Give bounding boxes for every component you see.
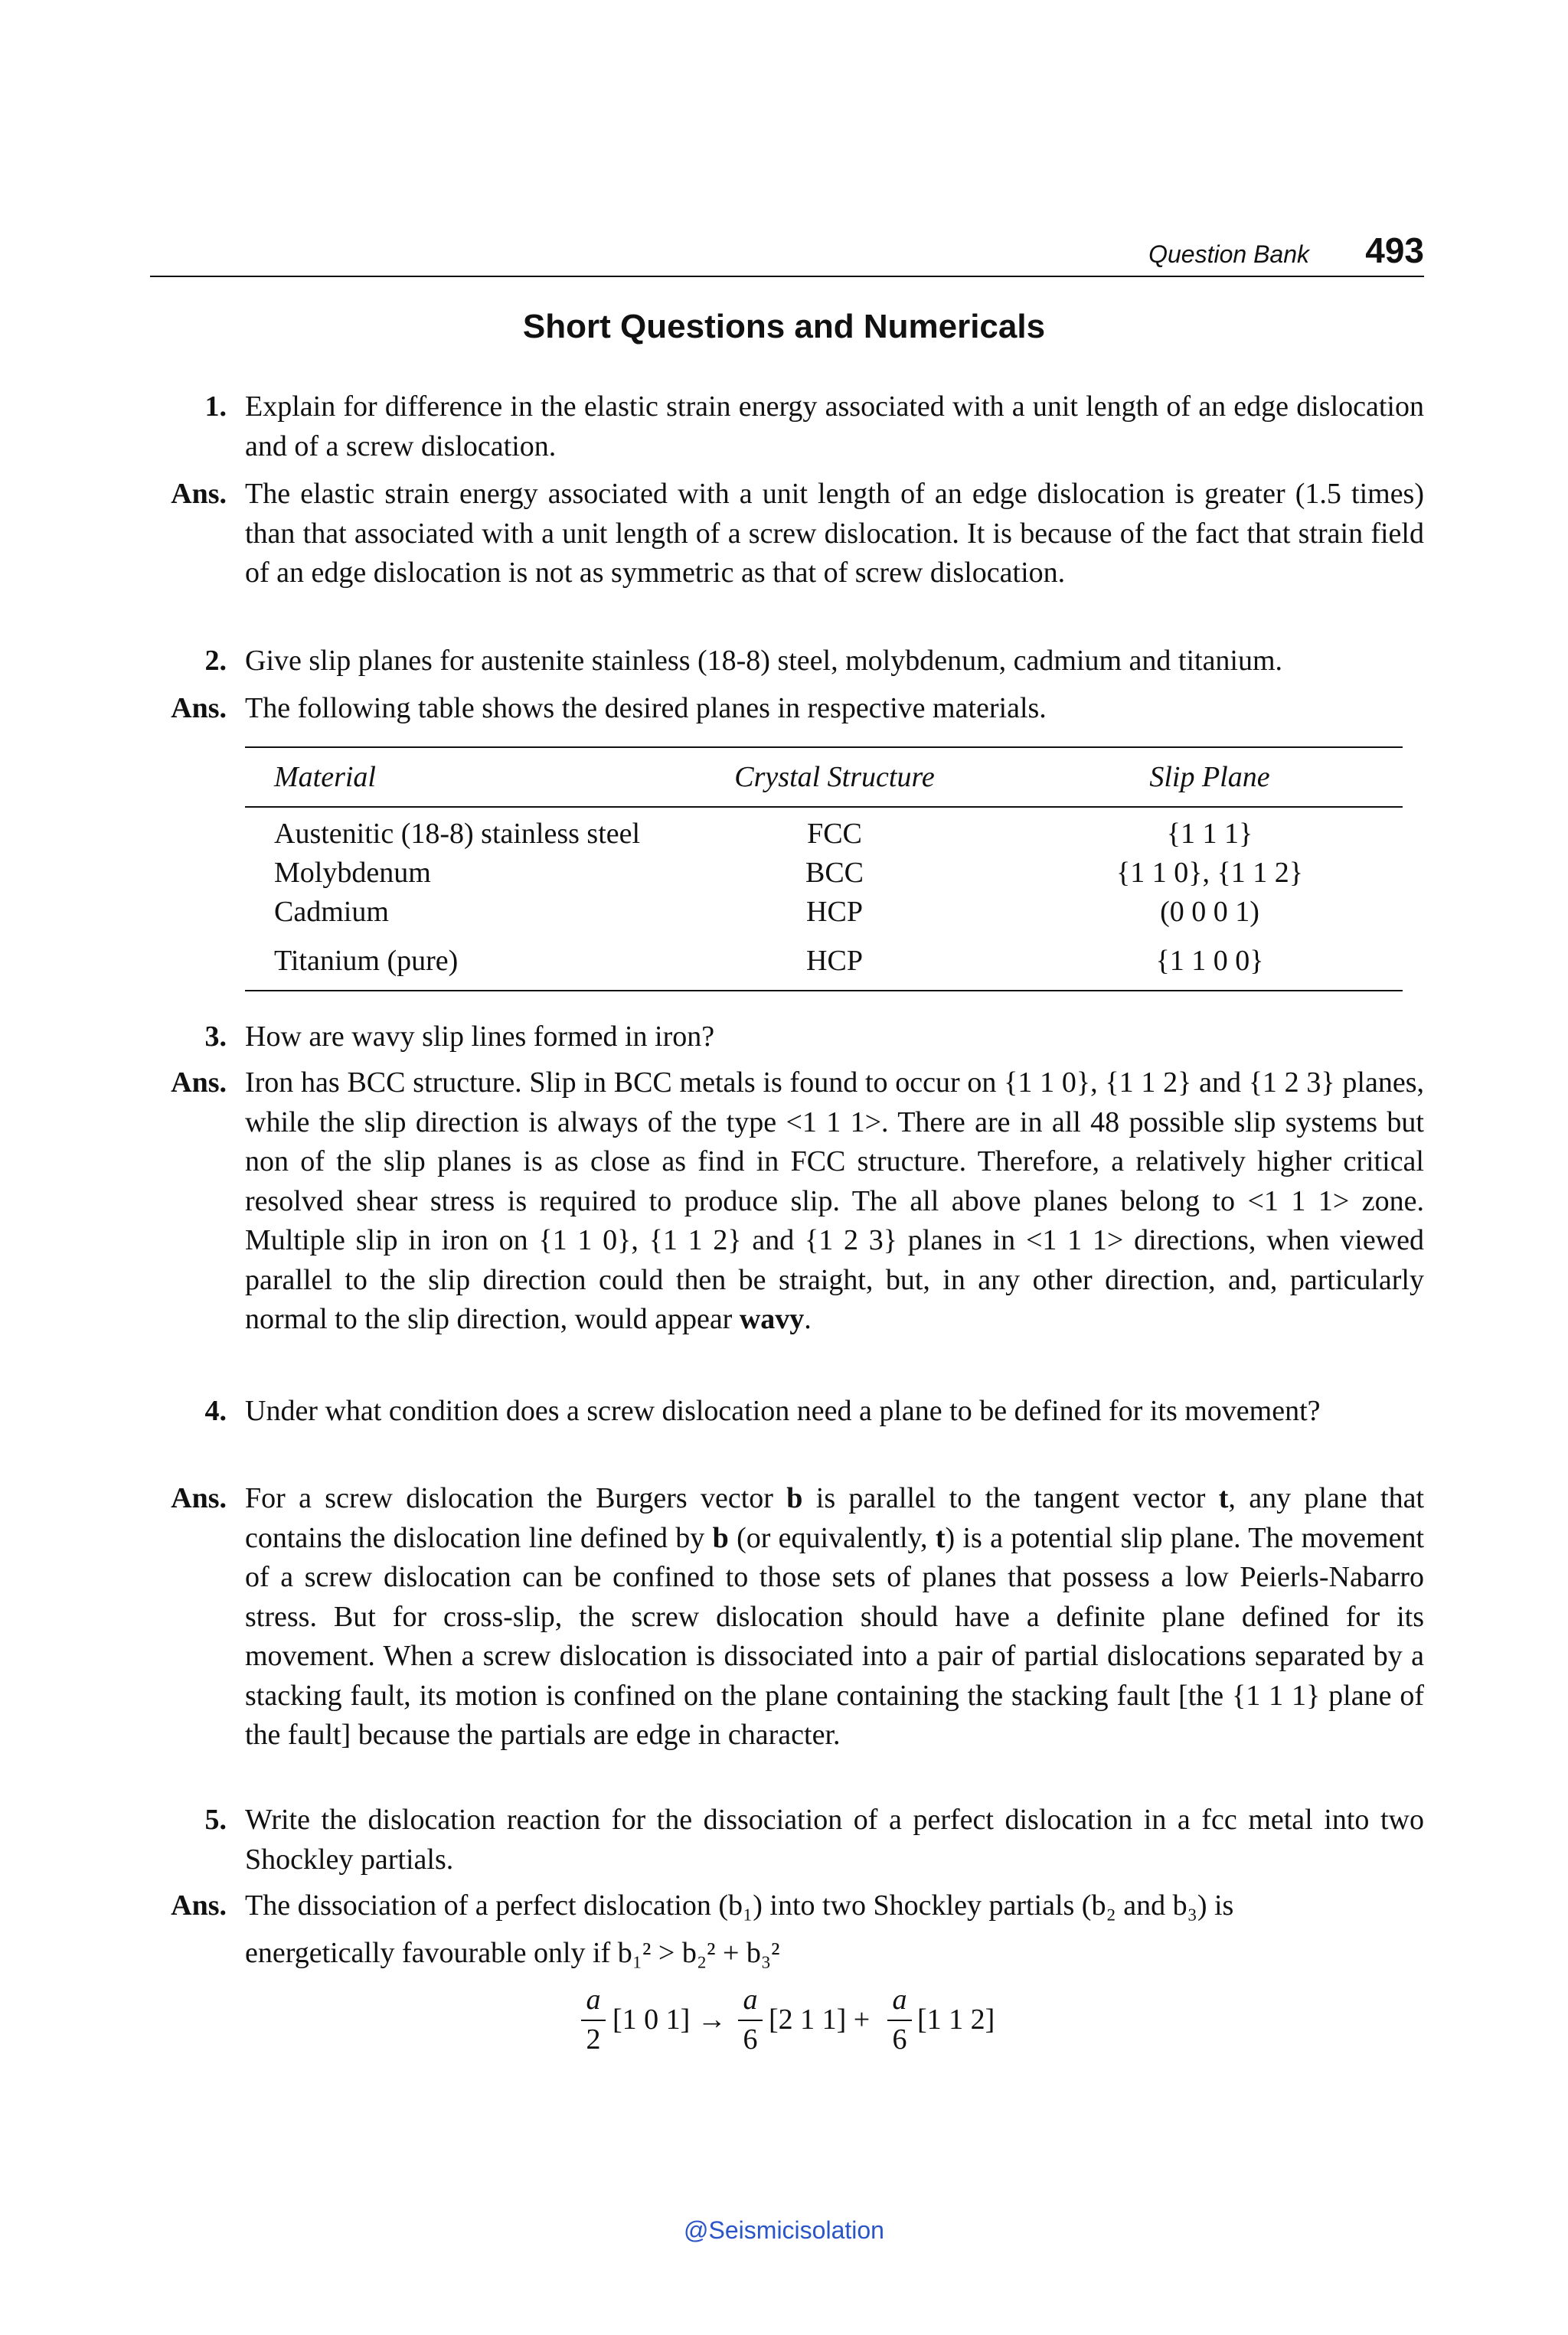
tangent-vector-symbol: t: [1218, 1482, 1229, 1514]
table-cell: Cadmium: [274, 896, 389, 928]
fraction-numerator: a: [586, 1984, 601, 2016]
answer-end: .: [804, 1303, 812, 1335]
answer-label: Ans.: [171, 692, 227, 724]
question-number: 1.: [204, 390, 227, 423]
question-number: 2.: [204, 645, 227, 677]
table-bottom-rule: [245, 990, 1403, 991]
answer-line-2: energetically favourable only if b₁² > b₂² + b₃²: [245, 1936, 780, 1969]
burgers-vector-symbol: b: [786, 1482, 803, 1514]
answer-3: [150, 1063, 1424, 1340]
fraction-denominator: 6: [892, 2023, 907, 2056]
answer-text: The elastic strain energy associated with a unit length of an edge dislocation is greater (1.5 times) than that associated with a unit length of a screw dislocation. It is because of the fact that strain field of an edge dislocation is not as symmetric as that of screw dislocation.: [245, 478, 1424, 589]
question-1: [150, 387, 1424, 466]
fraction-bar: [581, 2020, 606, 2021]
fraction-bar: [738, 2020, 763, 2021]
question-5: [150, 1801, 1424, 1879]
question-text: Under what condition does a screw dislocation need a plane to be defined for its movement?: [245, 1395, 1321, 1427]
answer-segment: ) is a potential slip plane. The movement of a screw dislocation can be confined to those sets of planes that possess a low Peierls-Nabarro stress. But for cross-slip, the screw dislocation should have a definite plane defined for its movement. When a screw dislocation is dissociated into a pair of partial dislocations separated by a stacking fault, its motion is confined on the plane containing the stacking fault [the {1 1 1} plane of the fault] because the partials are edge in character.: [245, 1521, 1425, 1751]
answer-segment: (or equivalently,: [737, 1521, 928, 1554]
table-header-crystal-structure: Crystal Structure: [734, 761, 935, 793]
question-number: 3.: [204, 1021, 227, 1053]
answer-text: [245, 1479, 1424, 1755]
answer-main: Iron has BCC structure. Slip in BCC metals is found to occur on {1 1 0}, {1 1 2} and {1 2 3} planes, while the slip direction is always of the type <1 1 1>. There are in all 48 possible slip systems but non of the slip planes is as close as find in FCC structure. Therefore, a relatively higher critical resolved shear stress is required to produce slip. The all above planes belong to <1 1 1> zone. Multiple slip in iron on {1 1 0}, {1 1 2} and {1 2 3} planes in <1 1 1> directions, when viewed parallel to the slip direction could then be straight, but, in any other direction, and, particularly normal to the slip direction, would appear: [245, 1066, 1424, 1335]
header-title: Question Bank: [1148, 240, 1309, 268]
question-text: Explain for difference in the elastic strain energy associated with a unit length of an edge dislocation and of a screw dislocation.: [245, 390, 1424, 462]
table-cell: {1 1 1}: [1166, 818, 1253, 850]
answer-text: The following table shows the desired planes in respective materials.: [245, 692, 1047, 724]
answer-5: [150, 1886, 1424, 1973]
table-cell: HCP: [806, 896, 863, 928]
table-cell: FCC: [807, 818, 862, 850]
answer-label: Ans.: [171, 1482, 227, 1514]
table-header-slip-plane: Slip Plane: [1149, 761, 1270, 793]
equation-term-3: [1 1 2]: [917, 2004, 995, 2036]
answer-2: [150, 689, 1424, 729]
answer-4: [150, 1479, 1424, 1755]
fraction-numerator: a: [743, 1984, 758, 2016]
running-header: [150, 230, 1424, 277]
table-header-material: Material: [274, 761, 376, 793]
tangent-vector-symbol: t: [935, 1521, 946, 1554]
burgers-vector-symbol: b: [712, 1521, 729, 1554]
answer-line-1: The dissociation of a perfect dislocation (b₁) into two Shockley partials (b₂ and b₃) is: [245, 1889, 1234, 1922]
answer-segment: is parallel to the tangent vector: [815, 1482, 1206, 1514]
answer-label: Ans.: [171, 478, 227, 510]
table-cell: {1 1 0}, {1 1 2}: [1116, 857, 1303, 889]
fraction-denominator: 6: [743, 2023, 758, 2056]
table-cell: {1 1 0 0}: [1155, 945, 1264, 977]
question-text: How are wavy slip lines formed in iron?: [245, 1021, 715, 1053]
question-4: [150, 1392, 1424, 1432]
equation-term-1: [1 0 1] →: [612, 2004, 727, 2036]
table-cell: Titanium (pure): [274, 945, 459, 977]
answer-emphasis: wavy: [739, 1303, 805, 1335]
dislocation-equation: [0, 1983, 1568, 2067]
table-cell: HCP: [806, 945, 863, 977]
question-number: 5.: [204, 1804, 227, 1836]
answer-text: [245, 1063, 1424, 1340]
question-number: 4.: [204, 1395, 227, 1427]
equation-term-2: [2 1 1] +: [769, 2004, 871, 2036]
table-cell: Austenitic (18-8) stainless steel: [274, 818, 641, 850]
fraction-denominator: 2: [586, 2023, 601, 2056]
question-3: [150, 1017, 1424, 1057]
section-title: Short Questions and Numericals: [522, 308, 1046, 345]
fraction-bar: [887, 2020, 912, 2021]
question-text: Write the dislocation reaction for the dissociation of a perfect dislocation in a fcc metal into two Shockley partials.: [245, 1804, 1424, 1876]
answer-segment: , any plane that contains the dislocation line defined by: [245, 1482, 1425, 1554]
page-number: 493: [1365, 230, 1424, 270]
table-header-rule: [245, 806, 1403, 808]
answer-label: Ans.: [171, 1066, 227, 1099]
answer-1: [150, 475, 1424, 593]
table-top-rule: [245, 746, 1403, 748]
watermark-footer: @Seismicisolation: [684, 2216, 884, 2244]
table-cell: BCC: [805, 857, 864, 889]
answer-label: Ans.: [171, 1889, 227, 1922]
answer-segment: For a screw dislocation the Burgers vector: [245, 1482, 773, 1514]
question-text: Give slip planes for austenite stainless (18-8) steel, molybdenum, cadmium and titanium.: [245, 645, 1283, 677]
table-cell: (0 0 0 1): [1160, 896, 1259, 928]
table-cell: Molybdenum: [274, 857, 431, 889]
fraction-numerator: a: [892, 1984, 907, 2016]
question-2: [150, 642, 1424, 681]
